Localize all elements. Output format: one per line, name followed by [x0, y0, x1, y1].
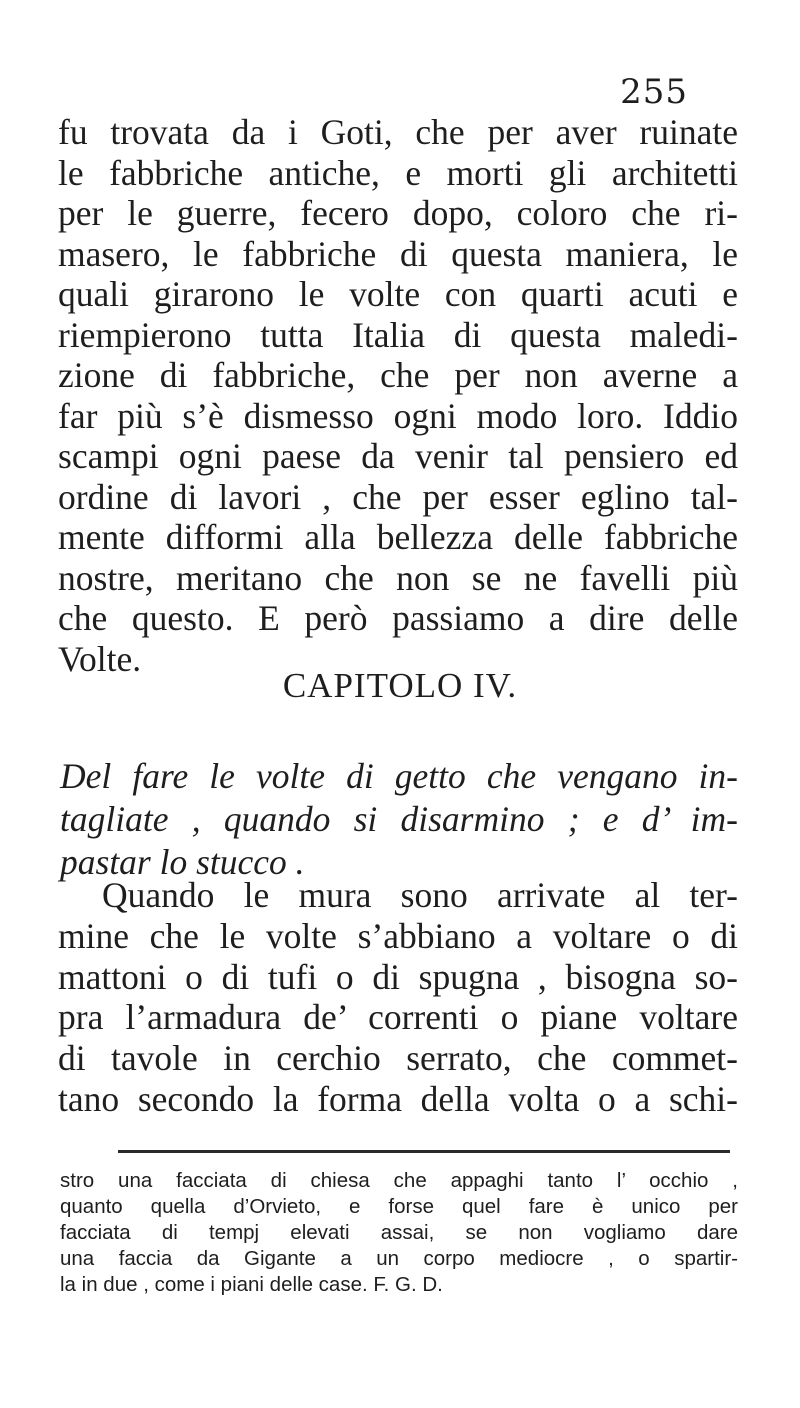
text-line: masero, le fabbriche di questa maniera, le	[58, 233, 738, 274]
footnote-rule	[118, 1150, 730, 1153]
text-line: Volte.	[58, 638, 142, 679]
text-line: riempierono tutta Italia di questa maledi-	[58, 314, 738, 355]
text-line: tano secondo la forma della volta o a schi-	[58, 1078, 738, 1119]
text-line: le fabbriche antiche, e morti gli architetti	[58, 152, 738, 193]
text-line: che questo. E però passiamo a dire delle	[58, 598, 738, 638]
subtitle-line: Del fare le volte di getto che vengano in-	[60, 756, 738, 796]
text-line: Quando le mura sono arrivate al ter-	[102, 875, 738, 915]
footnote-line: la in due , come i piani delle case. F. G. D.	[60, 1273, 443, 1296]
text-line: mente difformi alla bellezza delle fabbriche	[58, 517, 738, 557]
text-line: far più s’è dismesso ogni modo loro. Iddio	[58, 395, 738, 436]
footnote-line: facciata di tempj elevati assai, se non vogliamo dare	[60, 1221, 738, 1244]
text-line: nostre, meritano che non se ne favelli più	[58, 557, 738, 598]
main-paragraph	[58, 112, 738, 679]
text-line: mine che le volte s’abbiano a voltare o di	[58, 915, 738, 956]
footnote	[60, 1168, 738, 1298]
text-line: quali girarono le volte con quarti acuti e	[58, 274, 738, 314]
text-line: zione di fabbriche, che per non averne a	[58, 355, 738, 395]
text-line: pra l’armadura de’ correnti o piane voltare	[58, 997, 738, 1038]
footnote-line: quanto quella d’Orvieto, e forse quel fare è unico per	[60, 1195, 738, 1218]
page-number: 255	[620, 72, 688, 112]
footnote-line: una faccia da Gigante a un corpo mediocre , o spartir-	[60, 1247, 738, 1270]
text-line: fu trovata da i Goti, che per aver ruinate	[58, 112, 738, 152]
footnote-line: stro una facciata di chiesa che appaghi tanto l’ occhio ,	[60, 1169, 738, 1192]
text-line: mattoni o di tufi o di spugna , bisogna so-	[58, 956, 738, 997]
text-line: scampi ogni paese da venir tal pensiero ed	[58, 436, 738, 476]
subtitle-line: pastar lo stucco .	[60, 842, 305, 882]
text-line: di tavole in cerchio serrato, che commet-	[58, 1038, 738, 1079]
chapter-subtitle	[60, 755, 738, 884]
text-line: per le guerre, fecero dopo, coloro che ri-	[58, 193, 738, 233]
chapter-heading: CAPITOLO IV.	[282, 666, 518, 705]
second-paragraph	[58, 875, 738, 1120]
subtitle-line: tagliate , quando si disarmino ; e d’ im-	[60, 799, 738, 839]
text-line: ordine di lavori , che per esser eglino tal-	[58, 476, 738, 517]
